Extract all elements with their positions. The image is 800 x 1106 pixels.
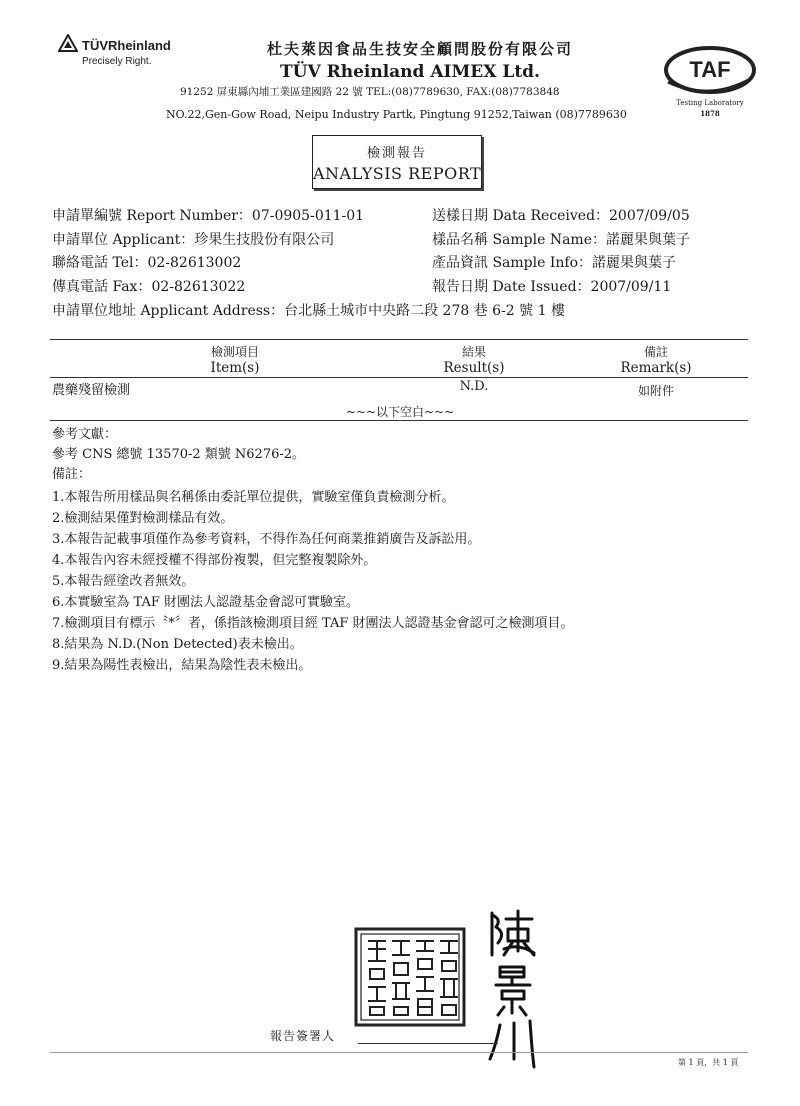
- signatory-label: 報告簽署人: [270, 1029, 336, 1043]
- remark-item-9: 9.結果為陽性表檢出，結果為陰性表未檢出。: [52, 658, 312, 673]
- remark-item-2: 2.檢測結果僅對檢測樣品有效。: [52, 511, 234, 526]
- remark-item-5: 5.本報告經塗改者無效。: [52, 574, 195, 589]
- table-end-note: ~~~以下空白~~~: [345, 405, 455, 419]
- taf-number: 1878: [700, 109, 720, 118]
- signature-line: [358, 1043, 498, 1044]
- taf-logo: [660, 42, 760, 122]
- remark-item-8: 8.結果為 N.D.(Non Detected)表未檢出。: [52, 637, 303, 652]
- company-name-en: TÜV Rheinland AIMEX Ltd.: [280, 62, 540, 82]
- handwritten-signature-icon: [478, 905, 548, 1070]
- table-row-result: N.D.: [459, 379, 489, 394]
- address-en: NO.22,Gen-Gow Road, Neipu Industry Partk, Pingtung 91252,Taiwan (08)7789630: [166, 108, 627, 121]
- taf-logo-icon: [660, 42, 760, 98]
- remarks-title: 備註：: [52, 467, 92, 482]
- col-item-en: Item(s): [210, 360, 260, 376]
- table-row-item: 農藥殘留檢測: [52, 383, 131, 398]
- sample-name: 樣品名稱 Sample Name：諾麗果與葉子: [432, 232, 690, 248]
- fax: 傳真電話 Fax：02-82613022: [52, 279, 246, 295]
- reference-item: 參考 CNS 總號 13570-2 類號 N6276-2。: [52, 447, 306, 462]
- report-title-en: ANALYSIS REPORT: [313, 164, 482, 183]
- table-header-rule: [50, 377, 748, 378]
- col-remark-cn: 備註: [643, 345, 668, 359]
- col-remark-en: Remark(s): [620, 360, 692, 376]
- col-result-cn: 結果: [461, 345, 486, 359]
- report-number: 申請單編號 Report Number：07-0905-011-01: [52, 208, 365, 224]
- col-item-cn: 檢測項目: [210, 345, 259, 359]
- reference-title: 參考文獻：: [52, 427, 118, 442]
- address-cn: 91252 屏東縣內埔工業區建國路 22 號 TEL:(08)7789630, FAX:(08)7783848: [180, 86, 560, 98]
- col-result-en: Result(s): [443, 360, 505, 376]
- remark-item-7: 7.檢測項目有標示〝*〞者，係指該檢測項目經 TAF 財團法人認證基金會認可之檢測項目。: [52, 616, 574, 631]
- remark-item-6: 6.本實驗室為 TAF 財團法人認證基金會認可實驗室。: [52, 595, 360, 610]
- page-number: 第 1 頁，共 1 頁: [678, 1058, 739, 1067]
- remark-item-1: 1.本報告所用樣品與名稱係由委託單位提供，實驗室僅負責檢測分析。: [52, 490, 455, 505]
- tel: 聯絡電話 Tel：02-82613002: [52, 255, 242, 271]
- table-top-rule: [50, 339, 748, 340]
- taf-label: Testing Laboratory: [676, 99, 744, 107]
- brand-name: TÜVRheinland: [82, 38, 171, 53]
- company-seal-icon: [352, 925, 468, 1029]
- applicant: 申請單位 Applicant：珍果生技股份有限公司: [52, 232, 335, 248]
- report-title-box: [312, 135, 482, 189]
- company-name-cn: 杜夫萊因食品生技安全顧問股份有限公司: [266, 40, 573, 58]
- remark-item-4: 4.本報告內容未經授權不得部份複製，但完整複製除外。: [52, 553, 377, 568]
- sample-info: 產品資訊 Sample Info：諾麗果與葉子: [432, 255, 676, 271]
- footer-rule: [50, 1052, 748, 1053]
- date-issued: 報告日期 Date Issued：2007/09/11: [432, 279, 672, 295]
- remark-item-3: 3.本報告記載事項僅作為參考資料，不得作為任何商業推銷廣告及訴訟用。: [52, 532, 481, 547]
- data-received: 送樣日期 Data Received：2007/09/05: [432, 208, 690, 224]
- table-bottom-rule: [50, 420, 748, 421]
- applicant-address: 申請單位地址 Applicant Address：台北縣土城市中央路二段 278 巷 6-2 號 1 樓: [52, 303, 565, 319]
- table-row-remark: 如附件: [637, 384, 674, 398]
- brand-tagline: Precisely Right.: [82, 56, 152, 67]
- report-title-cn: 檢測報告: [366, 146, 427, 161]
- taf-logo-text: TAF: [689, 57, 731, 82]
